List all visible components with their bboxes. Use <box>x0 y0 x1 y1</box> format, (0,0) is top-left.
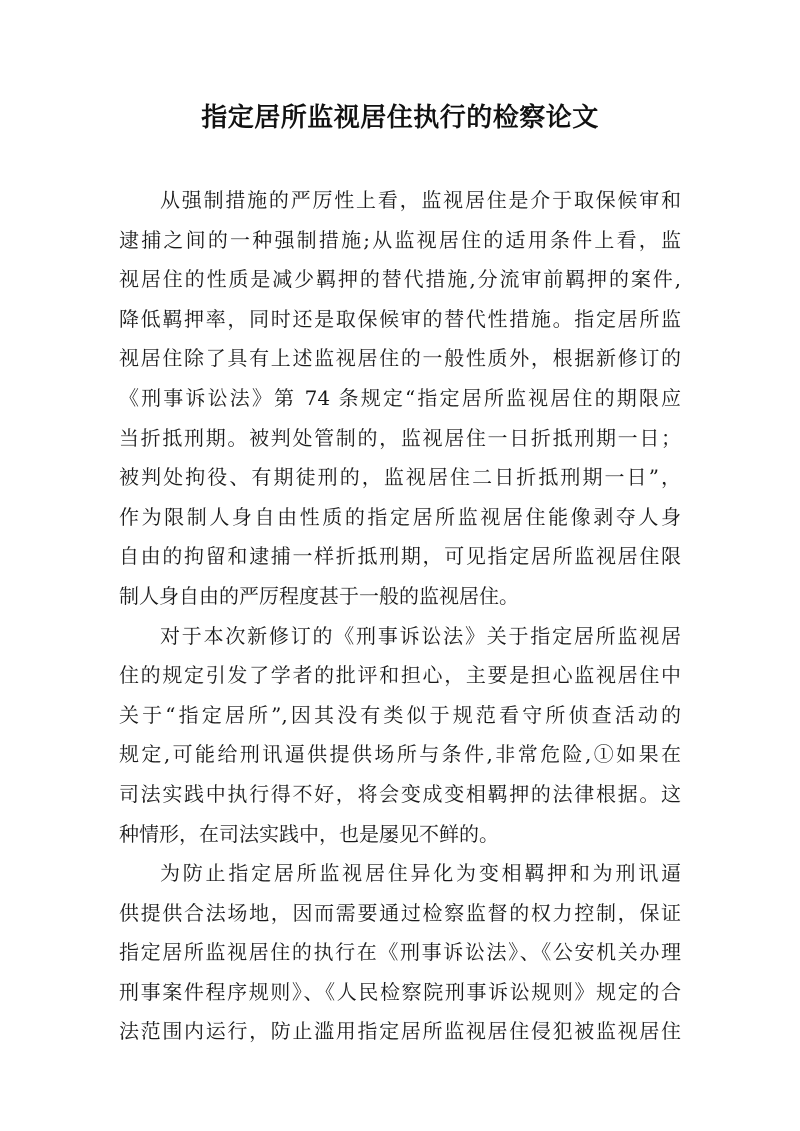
paragraph-line: 刑事案件程序规则》、《人民检察院刑事诉讼规则》规定的合 <box>119 979 681 1004</box>
paragraph-line: 住的规定引发了学者的批评和担心，主要是担心监视居住中 <box>119 663 681 688</box>
paragraph-line: 被判处拘役、有期徒刑的，监视居住二日折抵刑期一日”， <box>119 465 681 490</box>
paragraph-line: 作为限制人身自由性质的指定居所监视居住能像剥夺人身 <box>119 504 681 529</box>
paragraph-3 <box>119 854 681 1052</box>
paragraph-line: 降低羁押率，同时还是取保候审的替代性措施。指定居所监 <box>119 306 681 331</box>
paragraph-line: 当折抵刑期。被判处管制的，监视居住一日折抵刑期一日； <box>119 425 681 450</box>
document-body <box>119 181 681 1052</box>
paragraph-line: 对于本次新修订的《刑事诉讼法》关于指定居所监视居 <box>160 623 681 648</box>
paragraph-line: 种情形，在司法实践中，也是屡见不鲜的。 <box>119 821 499 846</box>
paragraph-line: 法范围内运行，防止滥用指定居所监视居住侵犯被监视居住 <box>119 1019 681 1044</box>
document-title: 指定居所监视居住执行的检察论文 <box>201 103 599 133</box>
paragraph-line: 逮捕之间的一种强制措施;从监视居住的适用条件上看，监 <box>119 227 681 252</box>
paragraph-line: 关于“指定居所”,因其没有类似于规范看守所侦查活动的 <box>119 702 681 727</box>
paragraph-line: 自由的拘留和逮捕一样折抵刑期，可见指定居所监视居住限 <box>119 544 681 569</box>
paragraph-line: 供提供合法场地，因而需要通过检察监督的权力控制，保证 <box>119 900 681 925</box>
paragraph-line: 从强制措施的严厉性上看，监视居住是介于取保候审和 <box>160 188 681 212</box>
paragraph-line: 指定居所监视居住的执行在《刑事诉讼法》、《公安机关办理 <box>119 940 681 965</box>
paragraph-1 <box>119 181 681 617</box>
paragraph-2 <box>119 617 681 855</box>
paragraph-line: 司法实践中执行得不好，将会变成变相羁押的法律根据。这 <box>119 781 681 806</box>
paragraph-line: 规定,可能给刑讯逼供提供场所与条件,非常危险,①如果在 <box>119 742 681 767</box>
paragraph-line: 制人身自由的严厉程度甚于一般的监视居住。 <box>119 583 519 608</box>
paragraph-line: 视居住除了具有上述监视居住的一般性质外，根据新修订的 <box>119 346 681 371</box>
paragraph-line: 视居住的性质是减少羁押的替代措施,分流审前羁押的案件, <box>119 267 681 292</box>
paragraph-line: 《刑事诉讼法》第 74 条规定“指定居所监视居住的期限应 <box>119 385 681 410</box>
paragraph-line: 为防止指定居所监视居住异化为变相羁押和为刑讯逼 <box>160 861 681 886</box>
